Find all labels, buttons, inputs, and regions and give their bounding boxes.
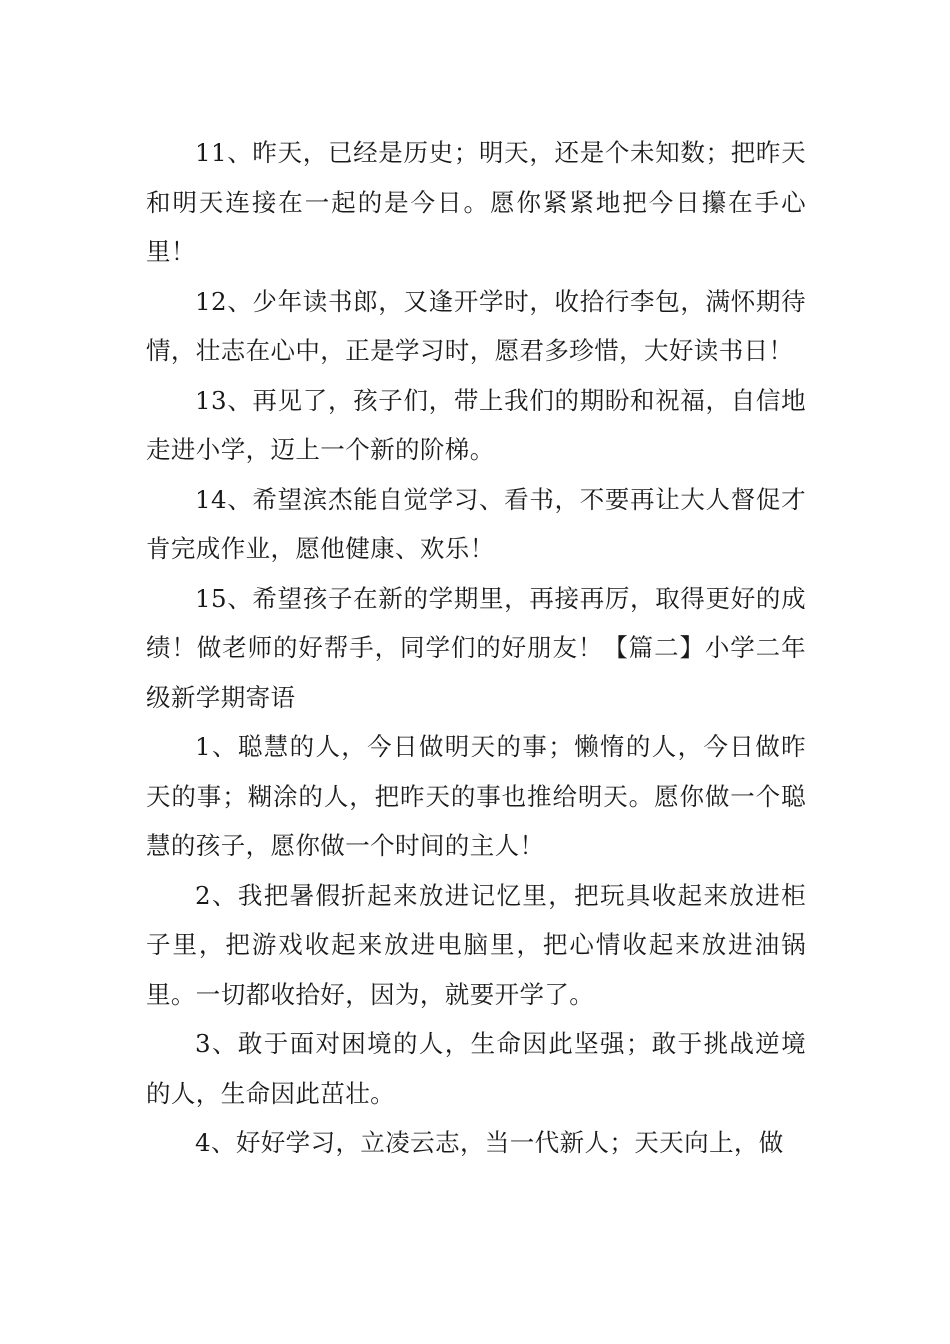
paragraph-2: 2、我把暑假折起来放进记忆里，把玩具收起来放进柜子里，把游戏收起来放进电脑里，把心情收起来放进油锅里。一切都收拾好，因为，就要开学了。 (146, 880, 806, 1009)
paragraph-15: 15、希望孩子在新的学期里，再接再厉，取得更好的成绩！做老师的好帮手，同学们的好朋友！【篇二】小学二年级新学期寄语 (146, 583, 806, 712)
paragraph-3: 3、敢于面对困境的人，生命因此坚强；敢于挑战逆境的人，生命因此茁壮。 (146, 1029, 806, 1108)
paragraph-14: 14、希望滨杰能自觉学习、看书，不要再让大人督促才肯完成作业，愿他健康、欢乐！ (146, 484, 806, 563)
paragraph-13: 13、再见了，孩子们，带上我们的期盼和祝福，自信地走进小学，迈上一个新的阶梯。 (146, 385, 806, 464)
paragraph-1: 1、聪慧的人，今日做明天的事；懒惰的人，今日做昨天的事；糊涂的人，把昨天的事也推给明天。愿你做一个聪慧的孩子，愿你做一个时间的主人！ (146, 732, 806, 860)
paragraph-12: 12、少年读书郎，又逢开学时，收拾行李包，满怀期待情，壮志在心中，正是学习时，愿君多珍惜，大好读书日！ (146, 286, 806, 365)
paragraph-11: 11、昨天，已经是历史；明天，还是个未知数；把昨天和明天连接在一起的是今日。愿你紧紧地把今日攥在手心里！ (146, 138, 806, 266)
document-body (146, 128, 806, 1168)
paragraph-4: 4、好好学习，立凌云志，当一代新人；天天向上，做 (195, 1128, 784, 1157)
